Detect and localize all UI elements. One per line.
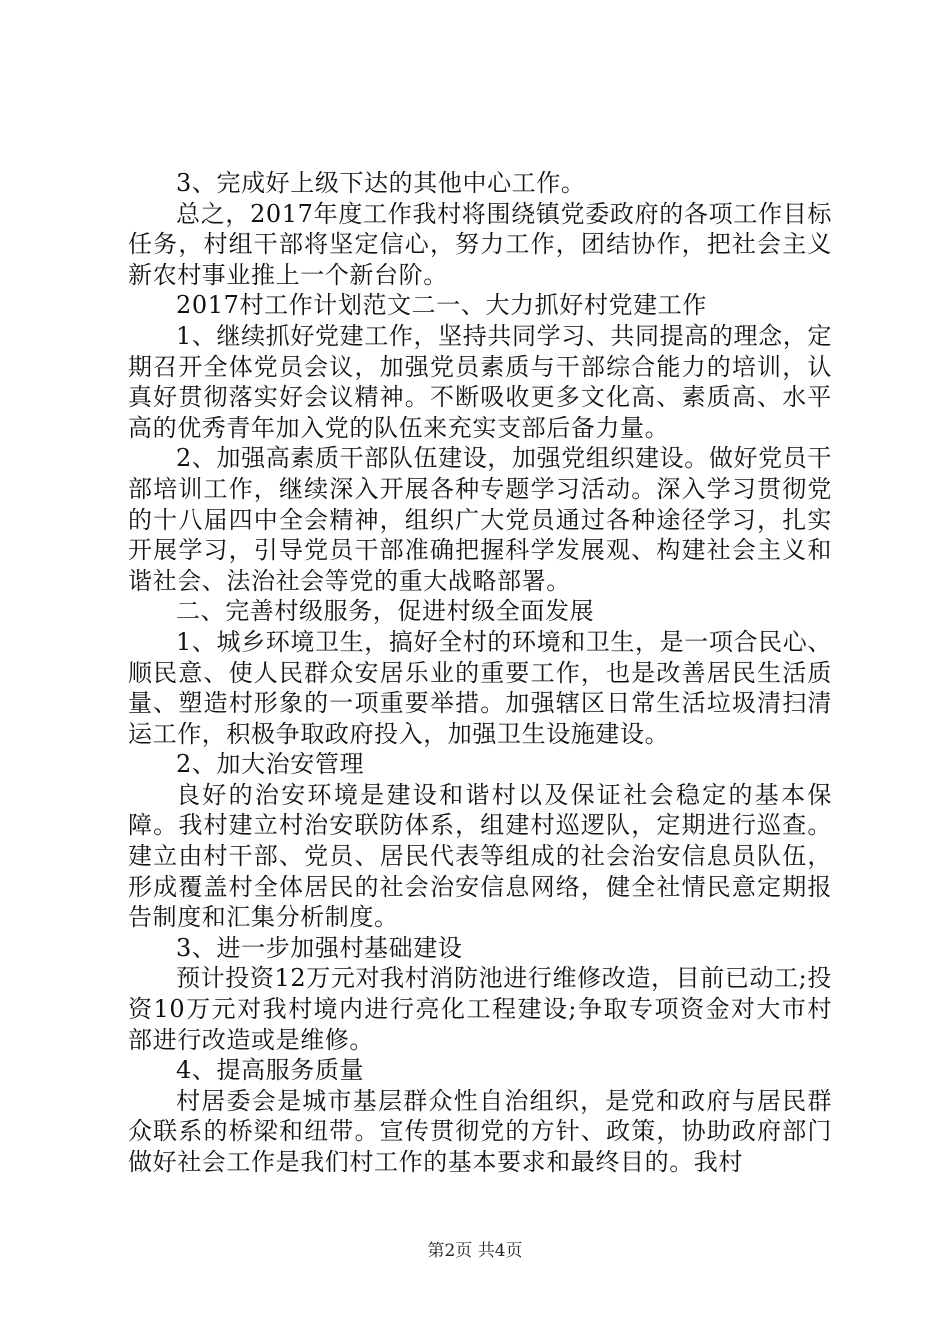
subsection-heading: 2、加大治安管理 [176,750,365,779]
paragraph: 预计投资12万元对我村消防池进行维修改造，目前已动工;投资10万元对我村境内进行亮化工程建设;争取专项资金对大市村部进行改造或是维修。 [128,964,832,1054]
paragraph: 1、城乡环境卫生，搞好全村的环境和卫生，是一项合民心、顺民意、使人民群众安居乐业的重要工作，也是改善居民生活质量、塑造村形象的一项重要举措。加强辖区日常生活垃圾清扫清运工作，积极争取政府投入，加强卫生设施建设。 [128,627,832,748]
paragraph: 2、加强高素质干部队伍建设，加强党组织建设。做好党员干部培训工作，继续深入开展各种专题学习活动。深入学习贯彻党的十八届四中全会精神，组织广大党员通过各种途径学习，扎实开展学习，引导党员干部准确把握科学发展观、构建社会主义和谐社会、法治社会等党的重大战略部署。 [128,444,832,595]
section-heading: 2017村工作计划范文二一、大力抓好村党建工作 [176,291,707,320]
document-body [128,168,832,1178]
subsection-heading: 3、进一步加强村基础建设 [176,933,463,962]
paragraph: 村居委会是城市基层群众性自治组织，是党和政府与居民群众联系的桥梁和纽带。宣传贯彻党的方针、政策，协助政府部门做好社会工作是我们村工作的基本要求和最终目的。我村 [128,1086,832,1176]
section-heading: 二、完善村级服务，促进村级全面发展 [176,597,595,626]
paragraph: 3、完成好上级下达的其他中心工作。 [176,169,586,197]
subsection-heading: 4、提高服务质量 [176,1056,365,1085]
page-number: 第2页 共4页 [427,1241,523,1261]
paragraph: 1、继续抓好党建工作，坚持共同学习、共同提高的理念，定期召开全体党员会议，加强党员素质与干部综合能力的培训，认真好贯彻落实好会议精神。不断吸收更多文化高、素质高、水平高的优秀青年加入党的队伍来充实支部后备力量。 [128,321,832,442]
paragraph: 总之，2017年度工作我村将围绕镇党委政府的各项工作目标任务，村组干部将坚定信心，努力工作，团结协作，把社会主义新农村事业推上一个新台阶。 [128,199,832,289]
paragraph: 良好的治安环境是建设和谐村以及保证社会稳定的基本保障。我村建立村治安联防体系，组建村巡逻队，定期进行巡查。建立由村干部、党员、居民代表等组成的社会治安信息员队伍，形成覆盖村全体居民的社会治安信息网络，健全社情民意定期报告制度和汇集分析制度。 [128,780,832,932]
